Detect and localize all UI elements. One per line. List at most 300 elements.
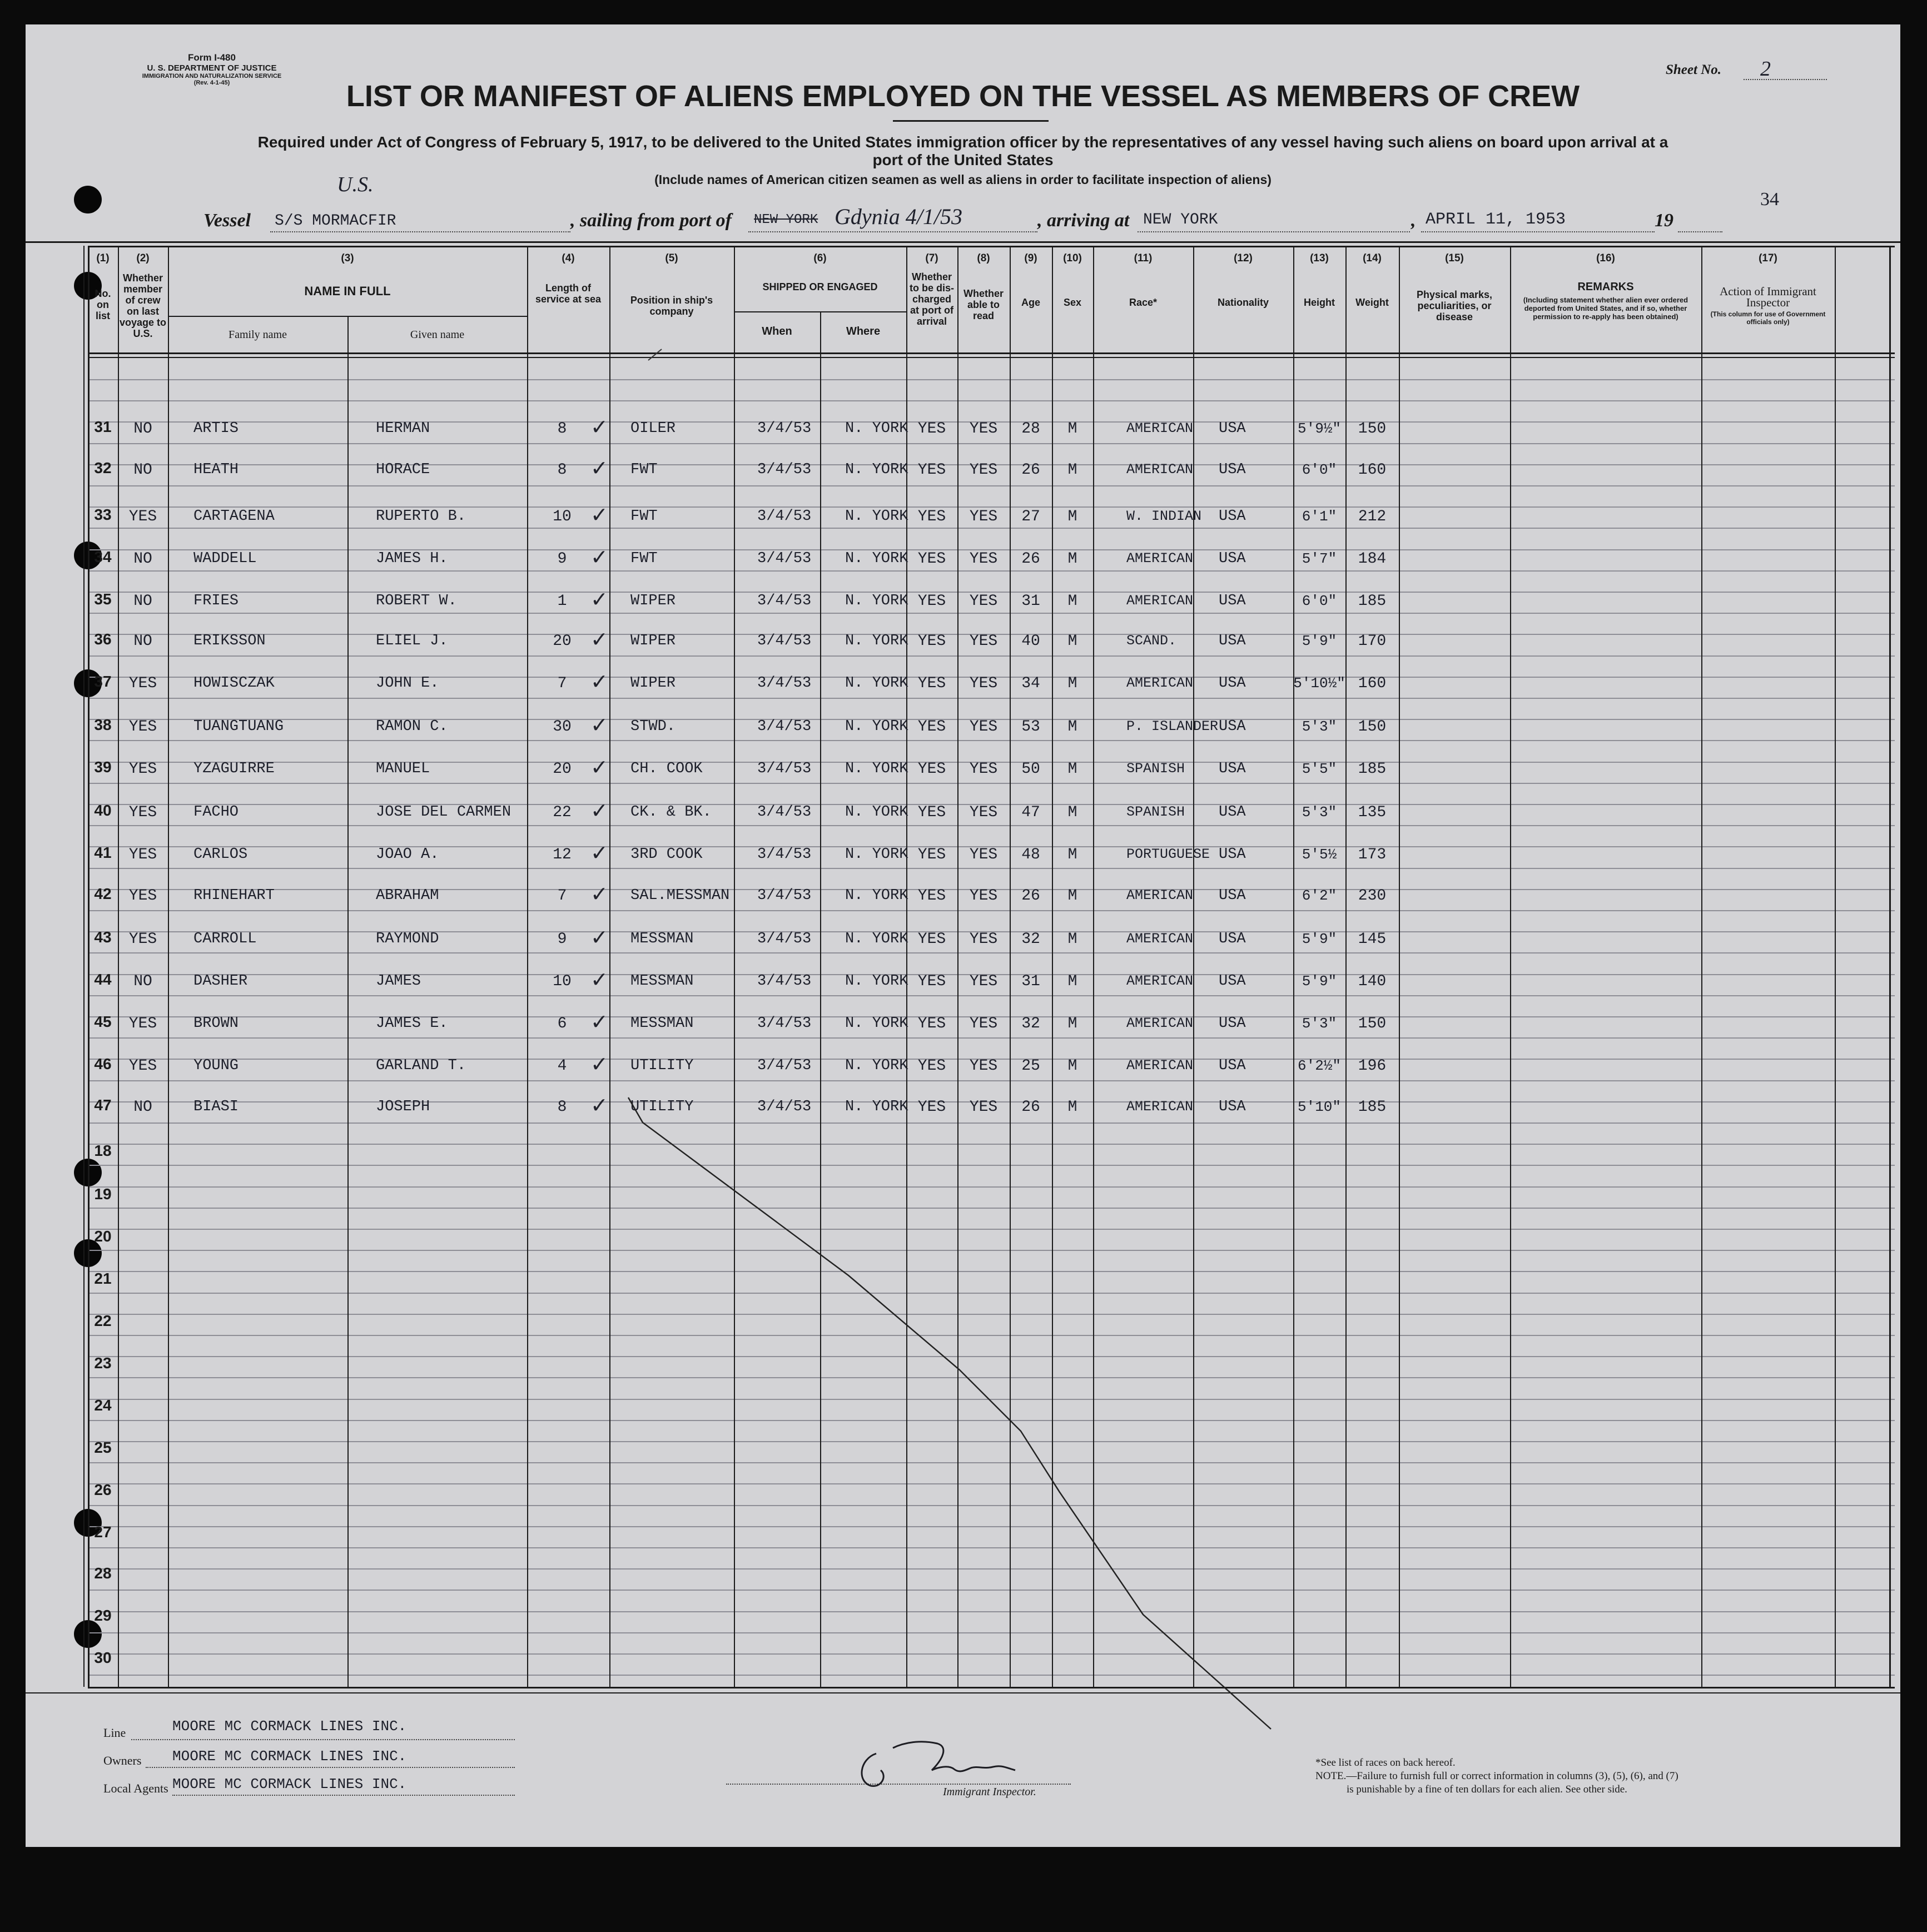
col-header-shipped: SHIPPED OR ENGAGED	[762, 281, 878, 292]
row-member: NO	[133, 1099, 152, 1116]
row-read: YES	[969, 761, 998, 778]
row-height: 5'7"	[1302, 550, 1337, 567]
empty-row-number: 18	[94, 1142, 112, 1159]
row-when: 3/4/53	[757, 420, 812, 437]
row-position: FWT	[630, 508, 658, 525]
row-race: AMERICAN	[1126, 1099, 1194, 1115]
row-member: YES	[128, 675, 157, 692]
row-weight: 185	[1358, 593, 1387, 610]
row-nationality: USA	[1219, 718, 1246, 735]
col-header-discharged: Whether to be dis-charged at port of arrival	[910, 271, 954, 327]
col-num-15: (15)	[1445, 252, 1464, 264]
empty-row-number: 27	[94, 1523, 112, 1541]
row-given: JOAO A.	[376, 846, 439, 863]
empty-row-number: 25	[94, 1439, 112, 1456]
row-race: AMERICAN	[1126, 420, 1194, 436]
penalty-note-2: is punishable by a fine of ten dollars for each alien. See other side.	[1347, 1784, 1627, 1795]
row-number: 44	[94, 971, 112, 988]
col-header-name: NAME IN FULL	[304, 284, 391, 298]
row-read: YES	[969, 1099, 998, 1116]
row-member: YES	[128, 804, 157, 821]
row-when: 3/4/53	[757, 887, 812, 904]
row-where: N. YORK	[845, 1015, 908, 1032]
row-nationality: USA	[1219, 761, 1246, 777]
row-height: 6'2½"	[1297, 1057, 1341, 1074]
sailing-port-struck: NEW YORK	[754, 212, 818, 227]
row-sex: M	[1067, 1099, 1077, 1116]
row-position: UTILITY	[630, 1057, 694, 1074]
owners-value: MOORE MC CORMACK LINES INC.	[172, 1748, 407, 1765]
row-nationality: USA	[1219, 887, 1246, 904]
col-header-physical: Physical marks, peculiarities, or disease	[1416, 289, 1493, 322]
row-weight: 184	[1358, 550, 1387, 568]
row-read: YES	[969, 675, 998, 692]
row-read: YES	[969, 973, 998, 990]
row-discharged: YES	[917, 461, 946, 479]
row-age: 50	[1021, 761, 1040, 778]
vessel-note: U.S.	[337, 173, 374, 196]
row-weight: 170	[1358, 633, 1387, 650]
row-race: AMERICAN	[1126, 461, 1194, 478]
row-position: MESSMAN	[630, 973, 694, 990]
row-weight: 150	[1358, 420, 1387, 438]
row-age: 25	[1021, 1057, 1040, 1075]
row-sex: M	[1067, 550, 1077, 568]
row-discharged: YES	[917, 508, 946, 525]
empty-row-number: 26	[94, 1481, 112, 1498]
row-read: YES	[969, 508, 998, 525]
row-nationality: USA	[1219, 1099, 1246, 1115]
row-weight: 212	[1358, 508, 1387, 525]
row-sex: M	[1067, 675, 1077, 692]
row-height: 5'3"	[1302, 718, 1337, 735]
empty-row-number: 22	[94, 1312, 112, 1329]
row-family: DASHER	[193, 973, 248, 990]
agency-line-3: (Rev. 4-1-45)	[193, 80, 230, 86]
row-discharged: YES	[917, 761, 946, 778]
row-length: 10	[553, 508, 572, 525]
row-nationality: USA	[1219, 931, 1246, 947]
row-when: 3/4/53	[757, 633, 812, 649]
row-where: N. YORK	[845, 718, 908, 735]
empty-row-number: 24	[94, 1397, 112, 1414]
row-number: 33	[94, 506, 112, 523]
col-header-action: Action of Immigrant Inspector	[1720, 285, 1816, 309]
col-header-remarks-sub: (Including statement whether alien ever ordered deported from United States, and if so, whether permission to re-apply has been obtained)	[1523, 296, 1688, 321]
arriving-port: NEW YORK	[1143, 211, 1218, 229]
row-number: 31	[94, 418, 112, 435]
row-nationality: USA	[1219, 461, 1246, 478]
row-where: N. YORK	[845, 846, 908, 863]
check-mark: ✓	[590, 967, 608, 992]
row-sex: M	[1067, 718, 1077, 736]
check-mark: ✓	[590, 798, 608, 823]
row-length: 7	[557, 675, 567, 692]
col-header-weight: Weight	[1355, 297, 1389, 308]
row-discharged: YES	[917, 887, 946, 905]
row-weight: 185	[1358, 761, 1387, 778]
row-given: RAMON C.	[376, 718, 448, 735]
row-discharged: YES	[917, 633, 946, 650]
line-label: Line	[103, 1726, 126, 1740]
margin-number: 34	[1760, 189, 1779, 210]
row-where: N. YORK	[845, 1057, 908, 1074]
agency-line-1: U. S. DEPARTMENT OF JUSTICE	[147, 63, 277, 73]
row-where: N. YORK	[845, 461, 908, 478]
row-number: 45	[94, 1013, 112, 1030]
col-header-race: Race*	[1129, 297, 1158, 308]
check-mark: ✓	[590, 882, 608, 906]
row-given: ROBERT W.	[376, 593, 457, 609]
row-weight: 196	[1358, 1057, 1387, 1075]
row-race: AMERICAN	[1126, 931, 1194, 947]
row-sex: M	[1067, 887, 1077, 905]
row-when: 3/4/53	[757, 931, 812, 947]
row-position: FWT	[630, 550, 658, 567]
row-discharged: YES	[917, 931, 946, 948]
row-nationality: USA	[1219, 593, 1246, 609]
col-header-read: Whether able to read	[964, 288, 1004, 321]
col-header-family-name: Family name	[229, 329, 287, 341]
row-number: 40	[94, 802, 112, 819]
row-discharged: YES	[917, 593, 946, 610]
check-mark: ✓	[590, 1010, 608, 1034]
row-length: 12	[553, 846, 572, 863]
row-member: YES	[128, 931, 157, 948]
row-age: 32	[1021, 1015, 1040, 1032]
row-length: 30	[553, 718, 572, 736]
row-race: SCAND.	[1126, 633, 1177, 649]
races-note: *See list of races on back hereof.	[1315, 1757, 1456, 1769]
row-race: AMERICAN	[1126, 1057, 1194, 1074]
row-family: CARROLL	[193, 931, 257, 947]
row-when: 3/4/53	[757, 718, 812, 735]
row-height: 5'9"	[1302, 633, 1337, 649]
check-mark: ✓	[590, 545, 608, 569]
row-race: AMERICAN	[1126, 1015, 1194, 1031]
row-age: 26	[1021, 1099, 1040, 1116]
row-race: W. INDIAN	[1126, 508, 1202, 524]
row-given: JOSE DEL CARMEN	[376, 804, 511, 821]
row-family: BIASI	[193, 1099, 239, 1115]
row-age: 34	[1021, 675, 1040, 692]
comma-sep: ,	[1411, 210, 1416, 231]
row-sex: M	[1067, 420, 1077, 438]
row-nationality: USA	[1219, 633, 1246, 649]
row-member: NO	[133, 550, 152, 568]
row-read: YES	[969, 550, 998, 568]
row-read: YES	[969, 804, 998, 821]
row-position: 3RD COOK	[630, 846, 703, 863]
row-weight: 230	[1358, 887, 1387, 905]
row-number: 42	[94, 885, 112, 902]
row-position: WIPER	[630, 675, 676, 692]
row-family: BROWN	[193, 1015, 239, 1032]
row-number: 47	[94, 1096, 112, 1114]
row-member: YES	[128, 1015, 157, 1032]
row-family: CARTAGENA	[193, 508, 275, 525]
row-age: 40	[1021, 633, 1040, 650]
row-race: SPANISH	[1126, 804, 1185, 820]
row-position: UTILITY	[630, 1099, 694, 1115]
row-nationality: USA	[1219, 508, 1246, 525]
vessel-name: S/S MORMACFIR	[275, 212, 396, 230]
col-header-height: Height	[1304, 297, 1335, 308]
row-sex: M	[1067, 593, 1077, 610]
row-member: YES	[128, 761, 157, 778]
row-height: 5'5½	[1302, 846, 1337, 863]
row-discharged: YES	[917, 718, 946, 736]
check-mark: ✓	[590, 456, 608, 480]
check-mark: ✓	[590, 713, 608, 737]
row-read: YES	[969, 887, 998, 905]
row-when: 3/4/53	[757, 761, 812, 777]
penalty-note-1: NOTE.—Failure to furnish full or correct information in columns (3), (5), (6), and (7)	[1315, 1770, 1678, 1782]
row-age: 31	[1021, 593, 1040, 610]
row-height: 5'5"	[1302, 761, 1337, 777]
row-when: 3/4/53	[757, 461, 812, 478]
row-family: RHINEHART	[193, 887, 275, 904]
row-where: N. YORK	[845, 931, 908, 947]
row-discharged: YES	[917, 1099, 946, 1116]
row-sex: M	[1067, 973, 1077, 990]
row-number: 46	[94, 1055, 112, 1072]
row-where: N. YORK	[845, 973, 908, 990]
row-height: 6'2"	[1302, 887, 1337, 904]
row-length: 20	[553, 761, 572, 778]
row-sex: M	[1067, 633, 1077, 650]
row-discharged: YES	[917, 804, 946, 821]
row-number: 41	[94, 844, 112, 861]
row-number: 34	[94, 548, 112, 565]
row-age: 47	[1021, 804, 1040, 821]
check-mark: ✓	[590, 925, 608, 950]
row-nationality: USA	[1219, 846, 1246, 863]
row-when: 3/4/53	[757, 593, 812, 609]
row-sex: M	[1067, 846, 1077, 863]
row-member: YES	[128, 846, 157, 863]
row-family: HEATH	[193, 461, 239, 478]
col-header-position: Position in ship's company	[630, 295, 713, 317]
row-weight: 173	[1358, 846, 1387, 863]
row-number: 32	[94, 459, 112, 476]
empty-row-number: 29	[94, 1607, 112, 1624]
row-weight: 185	[1358, 1099, 1387, 1116]
row-position: CK. & BK.	[630, 804, 712, 821]
row-age: 26	[1021, 550, 1040, 568]
col-num-3: (3)	[341, 252, 354, 264]
row-race: AMERICAN	[1126, 550, 1194, 567]
row-where: N. YORK	[845, 761, 908, 777]
row-length: 9	[557, 550, 567, 568]
row-family: ARTIS	[193, 420, 239, 437]
check-mark: ✓	[590, 627, 608, 652]
row-when: 3/4/53	[757, 973, 812, 990]
arrival-date: APRIL 11, 1953	[1426, 210, 1566, 229]
row-length: 9	[557, 931, 567, 948]
row-where: N. YORK	[845, 1099, 908, 1115]
row-family: TUANGTUANG	[193, 718, 284, 735]
row-length: 1	[557, 593, 567, 610]
row-where: N. YORK	[845, 633, 908, 649]
col-num-7: (7)	[925, 252, 938, 264]
col-header-action-sub: (This column for use of Government officials only)	[1710, 310, 1826, 326]
row-length: 8	[557, 420, 567, 438]
row-given: RAYMOND	[376, 931, 439, 947]
col-header-no: No. on list	[95, 288, 111, 321]
row-sex: M	[1067, 508, 1077, 525]
row-height: 5'9"	[1302, 931, 1337, 947]
row-position: STWD.	[630, 718, 676, 735]
row-nationality: USA	[1219, 675, 1246, 692]
row-family: FRIES	[193, 593, 239, 609]
row-when: 3/4/53	[757, 675, 812, 692]
col-header-nationality: Nationality	[1217, 297, 1269, 308]
row-number: 35	[94, 590, 112, 608]
row-when: 3/4/53	[757, 508, 812, 525]
sailing-label: , sailing from port of	[570, 210, 732, 231]
row-read: YES	[969, 846, 998, 863]
row-height: 6'0"	[1302, 461, 1337, 478]
row-when: 3/4/53	[757, 1099, 812, 1115]
col-num-16: (16)	[1596, 252, 1615, 264]
row-nationality: USA	[1219, 1015, 1246, 1032]
year-prefix: 19	[1655, 210, 1673, 231]
row-weight: 140	[1358, 973, 1387, 990]
check-mark: ✓	[590, 1093, 608, 1118]
row-family: HOWISCZAK	[193, 675, 275, 692]
row-member: YES	[128, 508, 157, 525]
row-nationality: USA	[1219, 804, 1246, 821]
row-sex: M	[1067, 461, 1077, 479]
check-mark: ✓	[590, 669, 608, 694]
row-position: CH. COOK	[630, 761, 703, 777]
row-race: AMERICAN	[1126, 675, 1194, 691]
row-height: 5'3"	[1302, 1015, 1337, 1032]
row-sex: M	[1067, 761, 1077, 778]
col-header-given-name: Given name	[410, 329, 465, 341]
check-mark: ✓	[590, 1052, 608, 1076]
row-given: RUPERTO B.	[376, 508, 466, 525]
check-mark: ✓	[590, 755, 608, 779]
col-num-5: (5)	[665, 252, 678, 264]
row-weight: 145	[1358, 931, 1387, 948]
row-length: 7	[557, 887, 567, 905]
row-given: JOSEPH	[376, 1099, 430, 1115]
check-mark: ✓	[590, 503, 608, 527]
row-sex: M	[1067, 1057, 1077, 1075]
row-race: P. ISLANDER	[1126, 718, 1219, 734]
row-given: ELIEL J.	[376, 633, 448, 649]
row-when: 3/4/53	[757, 1057, 812, 1074]
row-race: AMERICAN	[1126, 593, 1194, 609]
row-weight: 160	[1358, 675, 1387, 692]
row-discharged: YES	[917, 846, 946, 863]
row-age: 48	[1021, 846, 1040, 863]
col-num-12: (12)	[1234, 252, 1253, 264]
row-length: 22	[553, 804, 572, 821]
row-nationality: USA	[1219, 973, 1246, 990]
col-header-length: Length of service at sea	[535, 282, 602, 305]
row-position: WIPER	[630, 633, 676, 649]
row-member: YES	[128, 718, 157, 736]
col-num-4: (4)	[562, 252, 575, 264]
row-race: AMERICAN	[1126, 973, 1194, 989]
row-read: YES	[969, 461, 998, 479]
row-nationality: USA	[1219, 1057, 1246, 1074]
row-height: 5'9½"	[1297, 420, 1341, 437]
row-read: YES	[969, 1015, 998, 1032]
row-read: YES	[969, 633, 998, 650]
row-number: 37	[94, 673, 112, 690]
vessel-label: Vessel	[203, 210, 251, 231]
row-nationality: USA	[1219, 550, 1246, 567]
row-given: JAMES H.	[376, 550, 448, 567]
empty-row-number: 30	[94, 1649, 112, 1666]
row-given: JOHN E.	[376, 675, 439, 692]
row-position: SAL.MESSMAN	[630, 887, 730, 904]
col-num-1: (1)	[96, 252, 110, 264]
col-num-13: (13)	[1310, 252, 1329, 264]
row-member: NO	[133, 461, 152, 479]
row-race: AMERICAN	[1126, 887, 1194, 903]
col-header-age: Age	[1021, 297, 1040, 308]
row-member: NO	[133, 420, 152, 438]
row-discharged: YES	[917, 420, 946, 438]
row-family: YOUNG	[193, 1057, 239, 1074]
check-mark: ✓	[590, 587, 608, 612]
check-mark: ✓	[590, 415, 608, 439]
row-length: 20	[553, 633, 572, 650]
row-weight: 150	[1358, 718, 1387, 736]
row-age: 53	[1021, 718, 1040, 736]
col-header-member: Whether member of crew on last voyage to U.S.	[119, 272, 167, 339]
owners-dots	[146, 1767, 515, 1768]
empty-row-number: 19	[94, 1185, 112, 1203]
row-age: 32	[1021, 931, 1040, 948]
row-race: SPANISH	[1126, 761, 1185, 777]
col-header-where: Where	[846, 325, 881, 337]
row-given: HERMAN	[376, 420, 430, 437]
row-position: FWT	[630, 461, 658, 478]
col-num-10: (10)	[1063, 252, 1082, 264]
row-height: 6'0"	[1302, 593, 1337, 609]
row-where: N. YORK	[845, 804, 908, 821]
agents-dots	[172, 1795, 515, 1796]
row-number: 38	[94, 716, 112, 733]
row-family: FACHO	[193, 804, 239, 821]
row-position: OILER	[630, 420, 676, 437]
row-family: ERIKSSON	[193, 633, 266, 649]
row-when: 3/4/53	[757, 1015, 812, 1032]
row-weight: 160	[1358, 461, 1387, 479]
row-age: 28	[1021, 420, 1040, 438]
row-height: 5'3"	[1302, 804, 1337, 821]
manifest-sheet	[26, 24, 1900, 1847]
col-header-sex: Sex	[1063, 297, 1082, 308]
row-member: NO	[133, 593, 152, 610]
empty-row-number: 20	[94, 1228, 112, 1245]
row-where: N. YORK	[845, 508, 908, 525]
row-member: YES	[128, 1057, 157, 1075]
row-member: NO	[133, 633, 152, 650]
empty-row-number: 28	[94, 1565, 112, 1582]
sheet-number-label: Sheet No.	[1666, 62, 1721, 77]
row-given: HORACE	[376, 461, 430, 478]
row-weight: 150	[1358, 1015, 1387, 1032]
row-discharged: YES	[917, 973, 946, 990]
col-num-14: (14)	[1363, 252, 1382, 264]
